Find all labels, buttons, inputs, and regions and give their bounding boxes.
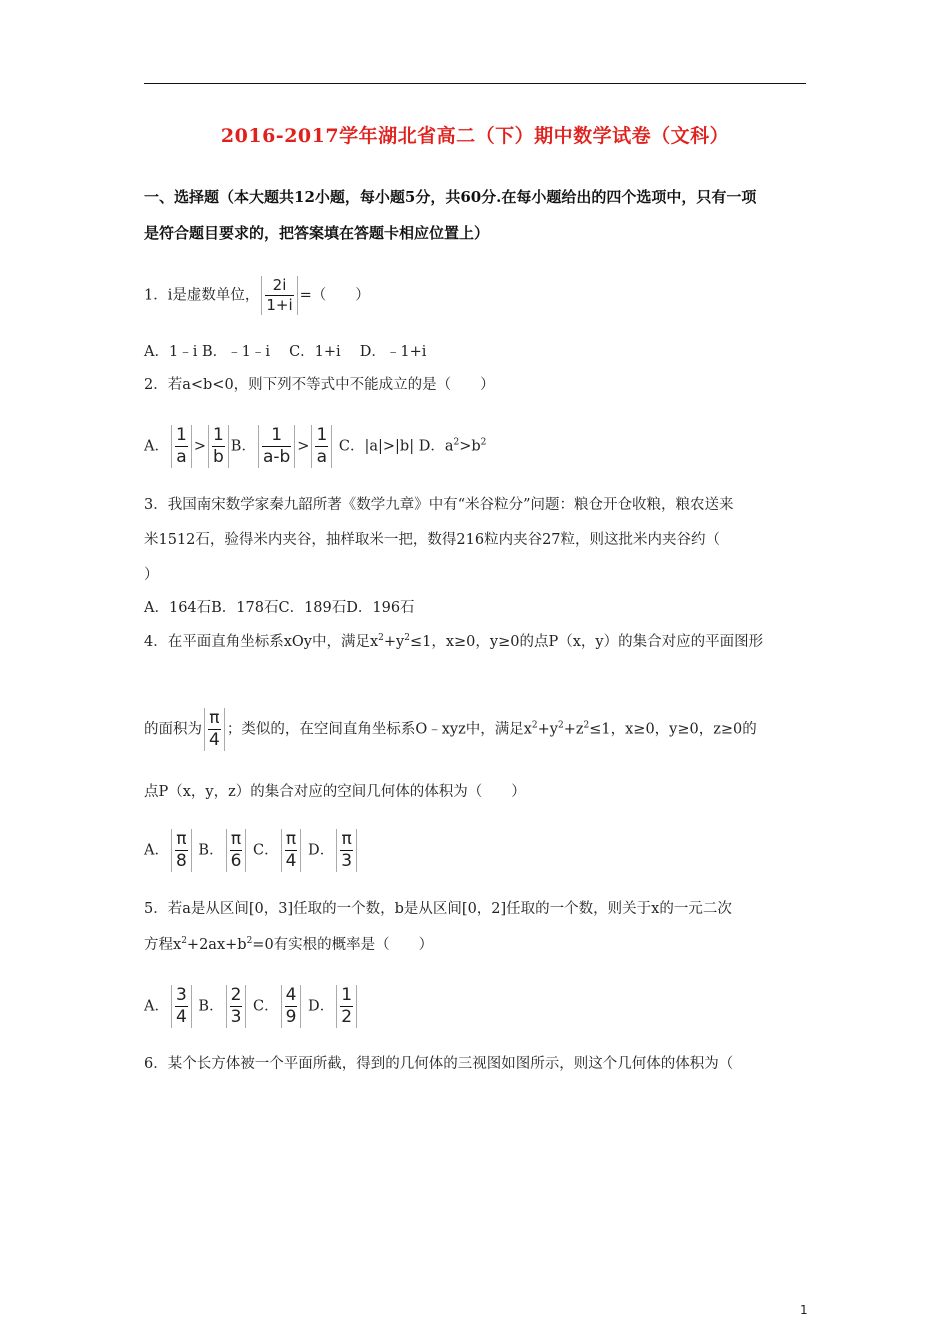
question-3-line2: 米1512石，验得米内夹谷，抽样取米一把，数得216粒内夹谷27粒，则这批米内夹谷约（ <box>144 532 721 548</box>
question-5-line1: 5．若a是从区间[0，3]任取的一个数，b是从区间[0，2]任取的一个数，则关于x的一元二次 <box>144 901 732 917</box>
question-1-stem <box>144 276 370 315</box>
option-a-label: A． <box>144 842 169 859</box>
q4-option-a-fraction <box>171 829 192 872</box>
numerator: π <box>341 829 352 849</box>
q1-denominator: 1+i <box>266 296 293 314</box>
question-2-stem: 2．若a<b<0，则下列不等式中不能成立的是（ ） <box>144 377 495 393</box>
text: +z <box>563 721 584 738</box>
denominator: 3 <box>230 1007 242 1027</box>
numerator: 1 <box>175 425 187 445</box>
numerator: 1 <box>262 425 291 447</box>
denominator: 9 <box>285 1007 297 1027</box>
exponent: 2 <box>181 936 187 946</box>
numerator: 4 <box>285 985 297 1005</box>
text: ≤1，x≥0，y≥0的点P（x，y）的集合对应的平面图形 <box>409 634 764 650</box>
q2-a-fraction-2 <box>208 425 229 468</box>
denominator: 8 <box>175 851 187 871</box>
greater-than: > <box>193 438 206 455</box>
q4-option-d-fraction <box>336 829 357 872</box>
numerator: π <box>285 829 297 849</box>
denominator: 4 <box>175 1007 187 1027</box>
denominator: 3 <box>341 851 353 871</box>
numerator: 1 <box>212 425 224 445</box>
numerator: 1 <box>341 985 353 1005</box>
exponent: 2 <box>583 720 590 731</box>
text: ；类似的，在空间直角坐标系O﹣xyz中，满足x <box>226 721 532 738</box>
question-3-line3: ） <box>144 567 159 583</box>
option-b-label: B． <box>193 842 224 859</box>
q1-prefix: 1．i是虚数单位， <box>144 287 260 304</box>
q1-numerator: 2i <box>265 276 293 296</box>
denominator: a <box>316 447 328 467</box>
section-heading-line2: 是符合题目要求的，把答案填在答题卡相应位置上） <box>144 224 490 242</box>
exponent: 2 <box>246 936 253 946</box>
text: 4．在平面直角坐标系xOy中，满足x <box>144 634 379 650</box>
exponent: 2 <box>378 633 384 643</box>
text: 方程x <box>144 937 182 953</box>
option-a-label: A． <box>144 998 169 1015</box>
q4-area-fraction <box>204 708 225 751</box>
q2-b-fraction-1 <box>258 425 295 468</box>
question-1-options: A．1﹣i B．﹣1﹣i C．1+i D．﹣1+i <box>144 344 427 360</box>
denominator: 6 <box>230 851 242 871</box>
option-c-label: C． <box>248 998 279 1015</box>
section-heading-line1: 一、选择题（本大题共12小题，每小题5分，共60分.在每小题给出的四个选项中，只有一项 <box>144 188 757 206</box>
q2-b-fraction-2 <box>311 425 332 468</box>
text: =0有实根的概率是（ ） <box>252 937 434 953</box>
question-4-line3: 点P（x，y，z）的集合对应的空间几何体的体积为（ ） <box>144 784 526 800</box>
exponent: 2 <box>480 437 487 448</box>
denominator: b <box>212 447 224 467</box>
numerator: π <box>230 829 242 849</box>
denominator: 4 <box>285 851 297 871</box>
numerator: π <box>176 829 187 849</box>
question-5-line2 <box>144 933 433 954</box>
question-4-line2 <box>144 708 757 751</box>
option-c-label: C． <box>248 842 279 859</box>
exponent: 2 <box>453 437 460 448</box>
q4-option-b-fraction <box>226 829 247 872</box>
question-3-line1: 3．我国南宋数学家秦九韶所著《数学九章》中有“米谷粒分”问题：粮仓开仓收粮，粮农送来 <box>144 497 734 513</box>
q5-option-b-fraction <box>226 985 247 1028</box>
numerator: 2 <box>230 985 242 1005</box>
exponent: 2 <box>404 633 410 643</box>
q2-option-cd: C．|a|>|b| D．a <box>334 438 454 455</box>
denominator: 2 <box>341 1007 353 1027</box>
q2-option-d-mid: >b <box>459 438 481 455</box>
question-3-options: A．164石B．178石C．189石D．196石 <box>144 600 415 616</box>
text: 的面积为 <box>144 721 202 738</box>
q4-option-c-fraction <box>281 829 302 872</box>
q1-suffix: =（ ） <box>299 287 370 304</box>
question-4-line1 <box>144 630 763 651</box>
q1-fraction <box>261 276 297 315</box>
option-b-label: B． <box>193 998 224 1015</box>
numerator: 3 <box>175 985 187 1005</box>
exponent: 2 <box>531 720 538 731</box>
exam-title: 2016-2017学年湖北省高二（下）期中数学试卷（文科） <box>220 125 730 147</box>
option-d-label: D． <box>303 842 335 859</box>
denominator: a-b <box>262 447 291 467</box>
page-number: 1 <box>800 1303 808 1317</box>
numerator: 1 <box>316 425 328 445</box>
question-2-options <box>144 425 486 468</box>
text: +y <box>383 634 405 650</box>
header-rule <box>144 83 806 84</box>
q2-option-b-label: B． <box>230 438 256 455</box>
q5-option-a-fraction <box>171 985 192 1028</box>
text: ≤1，x≥0，y≥0，z≥0的 <box>589 721 757 738</box>
denominator: 4 <box>209 730 220 750</box>
q5-option-c-fraction <box>281 985 302 1028</box>
option-d-label: D． <box>303 998 335 1015</box>
numerator: π <box>209 708 220 728</box>
text: +y <box>537 721 558 738</box>
denominator: a <box>176 447 187 467</box>
question-6-line1: 6．某个长方体被一个平面所截，得到的几何体的三视图如图所示，则这个几何体的体积为（ <box>144 1056 734 1072</box>
question-4-options <box>144 829 359 872</box>
q5-option-d-fraction <box>336 985 357 1028</box>
greater-than: > <box>297 438 310 455</box>
q2-option-a-label: A． <box>144 438 169 455</box>
q2-a-fraction-1 <box>171 425 192 468</box>
exponent: 2 <box>557 720 564 731</box>
question-5-options <box>144 985 359 1028</box>
text: +2ax+b <box>186 937 247 953</box>
